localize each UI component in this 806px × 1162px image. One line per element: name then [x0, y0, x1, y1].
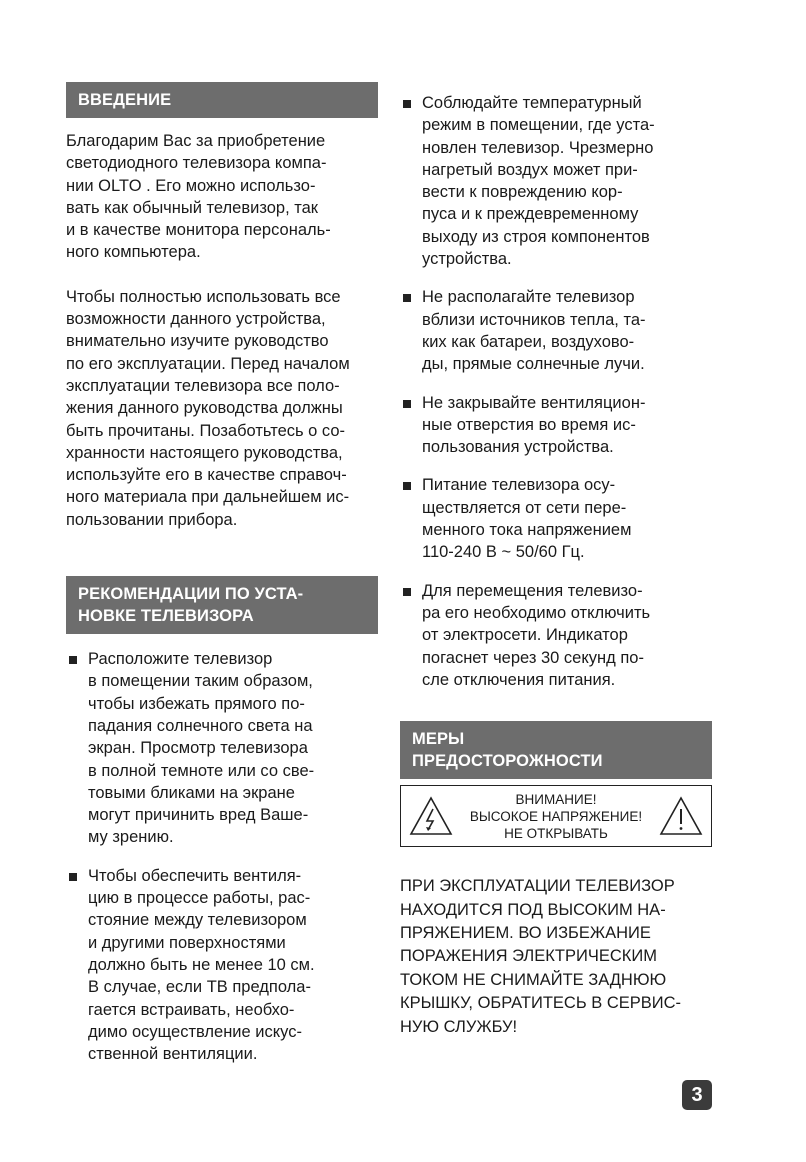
- intro-paragraph-2: Чтобы полностью использовать все возможности данного устройства, внимательно изучите руководство по его эксплуатации. Перед началом эксплуатации телевизора все поло- жения данного руководства должны быть прочитаны. Позаботьтесь о со- хранности настоящего руководства, используйте его в качестве справоч- ного материала при дальнейшем ис- пользовании прибора.: [66, 287, 350, 529]
- right-column: [400, 92, 712, 1039]
- intro-heading: ВВЕДЕНИЕ: [66, 82, 378, 118]
- list-item: Чтобы обеспечить вентиля- цию в процессе работы, рас- стояние между телевизором и другими поверхностями должно быть не менее 10 см. В случае, если ТВ предпола- гается встраивать, необхо- димо осуществление искус- ственной вентиляции.: [66, 865, 378, 1066]
- high-voltage-triangle-icon: [409, 796, 453, 836]
- list-item: Не закрывайте вентиляцион- ные отверстия во время ис- пользования устройства.: [400, 392, 712, 459]
- list-item: Расположите телевизор в помещении таким образом, чтобы избежать прямого по- падания солнечного света на экран. Просмотр телевизора в полной темноте или со све- товыми бликами на экране могут причинить вред Ваше- му зрению.: [66, 648, 378, 849]
- warning-text: [470, 791, 642, 842]
- high-voltage-warning-paragraph: ПРИ ЭКСПЛУАТАЦИИ ТЕЛЕВИЗОР НАХОДИТСЯ ПОД ВЫСОКИМ НА- ПРЯЖЕНИЕМ. ВО ИЗБЕЖАНИЕ ПОРАЖЕНИЯ ЭЛЕКТРИЧЕСКИМ ТОКОМ НЕ СНИМАЙТЕ ЗАДНЮЮ КРЫШКУ, ОБРАТИТЕСЬ В СЕРВИС- НУЮ СЛУЖБУ!: [400, 877, 682, 1036]
- intro-paragraph-1: Благодарим Вас за приобретение светодиодного телевизора компа- нии OLTO . Его можно использо- вать как обычный телевизор, так и в качестве монитора персональ- ного компьютера.: [66, 132, 331, 262]
- exclamation-triangle-icon: [659, 796, 703, 836]
- left-column: [66, 82, 378, 1065]
- list-item: Для перемещения телевизо- ра его необходимо отключить от электросети. Индикатор погаснет через 30 секунд по- сле отключения питания.: [400, 580, 712, 691]
- page-number-badge: 3: [682, 1080, 712, 1110]
- warning-line-1: ВНИМАНИЕ!: [515, 791, 597, 807]
- install-heading: РЕКОМЕНДАЦИИ ПО УСТА- НОВКЕ ТЕЛЕВИЗОРА: [66, 576, 378, 634]
- recommendation-list: [400, 92, 712, 691]
- warning-box: [400, 785, 712, 847]
- warning-line-2: ВЫСОКОЕ НАПРЯЖЕНИЕ!: [469, 808, 643, 824]
- list-item: Соблюдайте температурный режим в помещении, где уста- новлен телевизор. Чрезмерно нагретый воздух может при- вести к повреждению кор- пуса и к преждевременному выходу из строя компонентов устройства.: [400, 92, 712, 270]
- install-list: [66, 648, 378, 1065]
- warning-line-3: НЕ ОТКРЫВАТЬ: [504, 825, 608, 841]
- safety-heading: МЕРЫ ПРЕДОСТОРОЖНОСТИ: [400, 721, 712, 779]
- list-item: Не располагайте телевизор вблизи источников тепла, та- ких как батареи, воздухово- ды, прямые солнечные лучи.: [400, 286, 712, 375]
- list-item: Питание телевизора осу- ществляется от сети пере- менного тока напряжением 110-240 В ~ 50/60 Гц.: [400, 474, 712, 563]
